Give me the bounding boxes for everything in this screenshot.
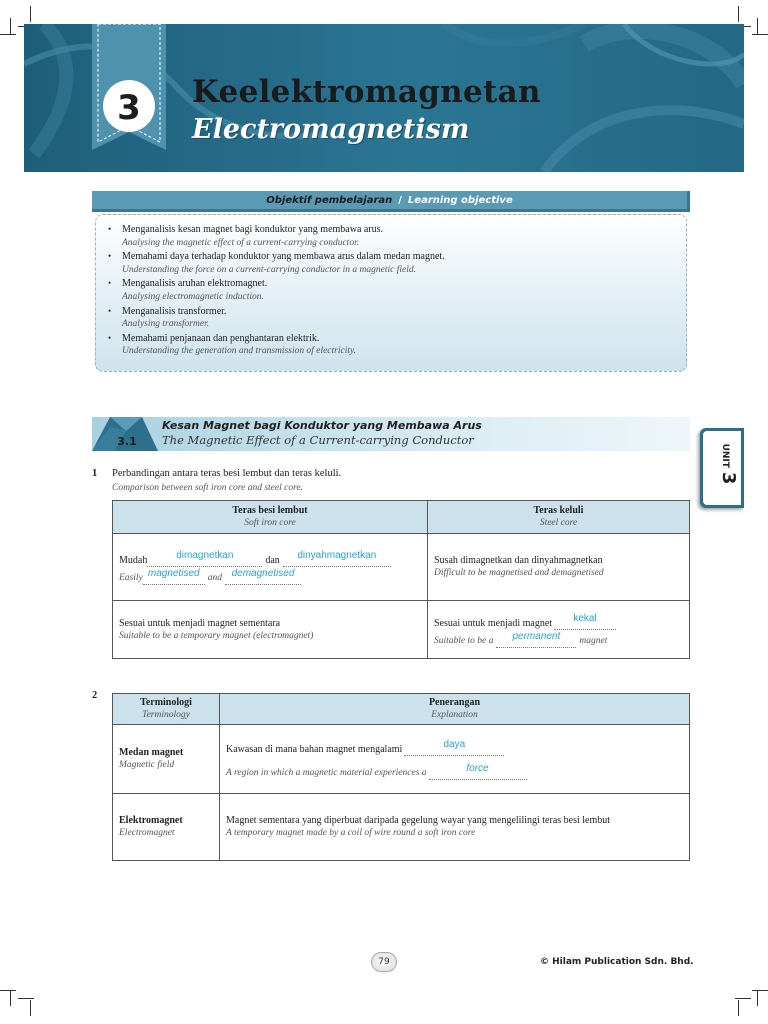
- objective-item: [108, 223, 686, 250]
- bullet: •: [108, 278, 112, 289]
- cell-text-english: Difficult to be magnetised and demagnetised: [434, 568, 604, 578]
- answer-blank[interactable]: [496, 630, 576, 648]
- crop-mark: [30, 1000, 31, 1016]
- objective-english: Analysing electromagnetic induction.: [122, 291, 264, 302]
- cell-text-english: Easily: [119, 573, 143, 583]
- answer-text: dimagnetkan: [176, 550, 234, 561]
- cell-text: Magnet sementara yang diperbuat daripada gegelung wayar yang mengelilingi teras besi lembut: [226, 815, 611, 826]
- question-text-malay: Perbandingan antara teras besi lembut dan teras keluli.: [112, 468, 342, 479]
- crop-mark: [10, 990, 11, 1006]
- term-english: Electromagnet: [119, 828, 175, 838]
- objective-english: Understanding the generation and transmission of electricity.: [122, 346, 357, 357]
- bullet: •: [108, 305, 112, 316]
- objective-item: [108, 332, 686, 359]
- table-cell: [428, 534, 690, 601]
- answer-blank[interactable]: [404, 739, 504, 756]
- crop-mark: [738, 6, 739, 22]
- objective-malay: Menganalisis aruhan elektromagnet.: [122, 278, 268, 290]
- cell-text-english: Suitable to be a temporary magnet (electromagnet): [119, 630, 314, 641]
- answer-text: force: [466, 763, 489, 774]
- table-cell: [113, 534, 428, 601]
- cell-text: Sesuai untuk menjadi magnet: [434, 617, 553, 629]
- table-header: [113, 694, 220, 725]
- term-malay: Medan magnet: [119, 747, 184, 758]
- answer-blank[interactable]: [283, 550, 391, 567]
- header-english: Terminology: [142, 710, 190, 720]
- cell-text-english: A region in which a magnetic material experiences a: [226, 768, 427, 778]
- table-cell: [220, 725, 690, 794]
- table-cell: [113, 725, 220, 794]
- answer-text: kekal: [573, 612, 597, 624]
- crop-mark: [10, 18, 11, 34]
- answer-text: dinyahmagnetkan: [297, 550, 377, 561]
- bullet: •: [108, 224, 112, 234]
- objective-malay: Memahami penjanaan dan penghantaran elektrik.: [122, 332, 320, 344]
- unit-word: UNIT: [720, 443, 730, 468]
- term-english: Magnetic field: [119, 760, 175, 770]
- objective-malay: Menganalisis transformer.: [122, 305, 227, 317]
- table-row: [113, 601, 690, 659]
- chapter-number: 3: [117, 88, 141, 128]
- copyright-text: © Hilam Publication Sdn. Bhd.: [540, 957, 694, 967]
- objective-malay: Memahami daya terhadap konduktor yang membawa arus dalam medan magnet.: [122, 251, 445, 263]
- header-separator: /: [398, 194, 402, 206]
- objective-english: Understanding the force on a current-carrying conductor in a magnetic field.: [122, 264, 417, 275]
- chapter-title-english: Electromagnetism: [192, 114, 470, 145]
- answer-blank[interactable]: [225, 568, 301, 585]
- answer-blank[interactable]: [554, 612, 616, 630]
- objective-item: [108, 250, 686, 277]
- cell-text: Sesuai untuk menjadi magnet sementara: [119, 617, 281, 629]
- table-cell: [220, 794, 690, 861]
- header-english: Soft iron core: [244, 518, 296, 528]
- crop-mark: [738, 1000, 739, 1016]
- cell-text-english: and: [207, 573, 222, 583]
- answer-text: magnetised: [147, 568, 200, 579]
- crop-mark: [757, 990, 758, 1006]
- cell-text: Mudah: [119, 555, 148, 566]
- learning-objective-header-english: Learning objective: [407, 194, 513, 206]
- comparison-table: [112, 500, 690, 659]
- objective-item: [108, 277, 686, 304]
- crop-mark: [30, 6, 31, 22]
- crop-mark: [0, 34, 16, 35]
- header-english: Steel core: [539, 518, 578, 528]
- objective-english: Analysing the magnetic effect of a current-carrying conductor.: [122, 237, 360, 248]
- table-cell: [428, 601, 690, 659]
- table-header: [220, 694, 690, 725]
- learning-objective-header: [92, 191, 690, 212]
- unit-tab-label: [709, 436, 739, 492]
- crop-mark: [752, 34, 768, 35]
- header-malay: Teras besi lembut: [232, 505, 308, 516]
- terminology-table: [112, 693, 690, 861]
- objective-english: Analysing transformer.: [122, 319, 210, 330]
- answer-blank[interactable]: [429, 763, 527, 780]
- crop-mark: [18, 998, 34, 999]
- table-cell: [113, 601, 428, 659]
- cell-text: dan: [265, 555, 280, 566]
- answer-text: permanent: [512, 630, 561, 642]
- crop-mark: [752, 990, 768, 991]
- crop-mark: [0, 990, 16, 991]
- table-row: [113, 794, 690, 861]
- table-header: [113, 501, 428, 534]
- learning-objective-header-malay: Objektif pembelajaran: [266, 194, 393, 206]
- unit-number: 3: [718, 471, 739, 485]
- answer-text: demagnetised: [231, 568, 295, 579]
- cell-text: Kawasan di mana bahan magnet mengalami: [226, 744, 403, 755]
- cell-text-english: Suitable to be a: [434, 635, 494, 646]
- answer-blank[interactable]: [143, 568, 205, 585]
- question-text-english: Comparison between soft iron core and steel core.: [112, 483, 304, 493]
- page-number: 79: [371, 952, 397, 972]
- question-number: 1: [92, 468, 98, 479]
- bullet: •: [108, 251, 112, 262]
- table-cell: [113, 794, 220, 861]
- objective-item: [108, 305, 686, 332]
- learning-objective-box: [95, 214, 687, 372]
- header-malay: Teras keluli: [533, 505, 584, 516]
- chapter-title-malay: Keelektromagnetan: [192, 74, 541, 110]
- section-title-english: The Magnetic Effect of a Current-carrying Conductor: [162, 433, 474, 447]
- cell-text: Susah dimagnetkan dan dinyahmagnetkan: [434, 555, 603, 566]
- section-title-malay: Kesan Magnet bagi Konduktor yang Membawa Arus: [162, 419, 482, 432]
- cell-text-english: A temporary magnet made by a coil of wire round a soft iron core: [226, 828, 476, 838]
- term-malay: Elektromagnet: [119, 815, 183, 826]
- objective-malay: Menganalisis kesan magnet bagi konduktor yang membawa arus.: [122, 224, 384, 235]
- question-number: 2: [92, 690, 98, 701]
- header-malay: Terminologi: [140, 697, 192, 708]
- answer-text: daya: [443, 739, 466, 750]
- cell-text-english: magnet: [579, 635, 608, 646]
- crop-mark: [735, 998, 751, 999]
- crop-mark: [757, 18, 758, 34]
- table-row: [113, 534, 690, 601]
- table-row: [113, 725, 690, 794]
- header-malay: Penerangan: [428, 697, 481, 708]
- section-number: 3.1: [117, 435, 137, 448]
- header-english: Explanation: [431, 710, 478, 720]
- answer-blank[interactable]: [147, 550, 262, 567]
- table-header: [428, 501, 690, 534]
- bullet: •: [108, 332, 112, 343]
